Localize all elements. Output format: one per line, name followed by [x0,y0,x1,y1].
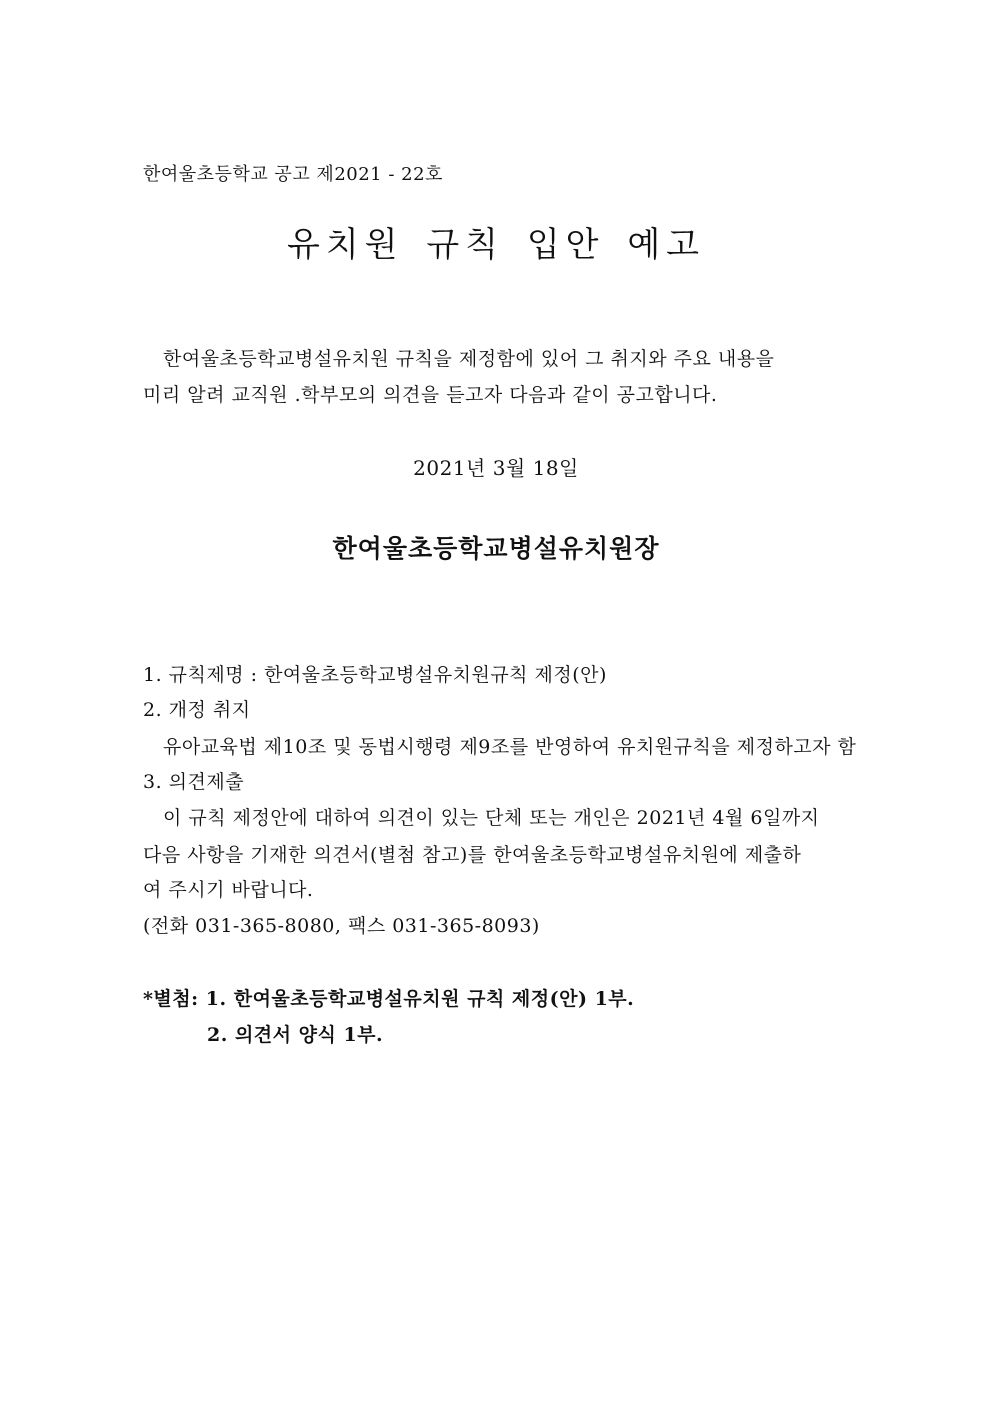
item-1-rule-name: 1. 규칙제명 : 한여울초등학교병설유치원규칙 제정(안) [143,664,607,686]
item-3-detail-line-3: 여 주시기 바랍니다. [143,879,314,901]
notice-date: 2021년 3월 18일 [413,456,579,480]
attachment-line-2: 2. 의견서 양식 1부. [207,1024,384,1046]
intro-line-2: 미리 알려 교직원 .학부모의 의견을 듣고자 다음과 같이 공고합니다. [143,384,718,406]
attachment-line-1: *별첨: 1. 한여울초등학교병설유치원 규칙 제정(안) 1부. [143,988,635,1010]
item-2-detail: 유아교육법 제10조 및 동법시행령 제9조를 반영하여 유치원규칙을 제정하고자 함 [163,736,857,758]
item-2-heading: 2. 개정 취지 [143,699,251,721]
issuing-organization: 한여울초등학교병설유치원장 [332,534,660,563]
intro-line-1: 한여울초등학교병설유치원 규칙을 제정함에 있어 그 취지와 주요 내용을 [163,348,775,370]
item-3-heading: 3. 의견제출 [143,771,245,793]
contact-info: (전화 031-365-8080, 팩스 031-365-8093) [143,915,540,937]
item-3-detail-line-1: 이 규칙 제정안에 대하여 의견이 있는 단체 또는 개인은 2021년 4월 6일까지 [163,807,820,829]
notice-number: 한여울초등학교 공고 제2021 - 22호 [143,164,443,185]
document-title: 유치원 규칙 입안 예고 [286,225,706,265]
item-3-detail-line-2: 다음 사항을 기재한 의견서(별첨 참고)를 한여울초등학교병설유치원에 제출하 [143,844,802,866]
